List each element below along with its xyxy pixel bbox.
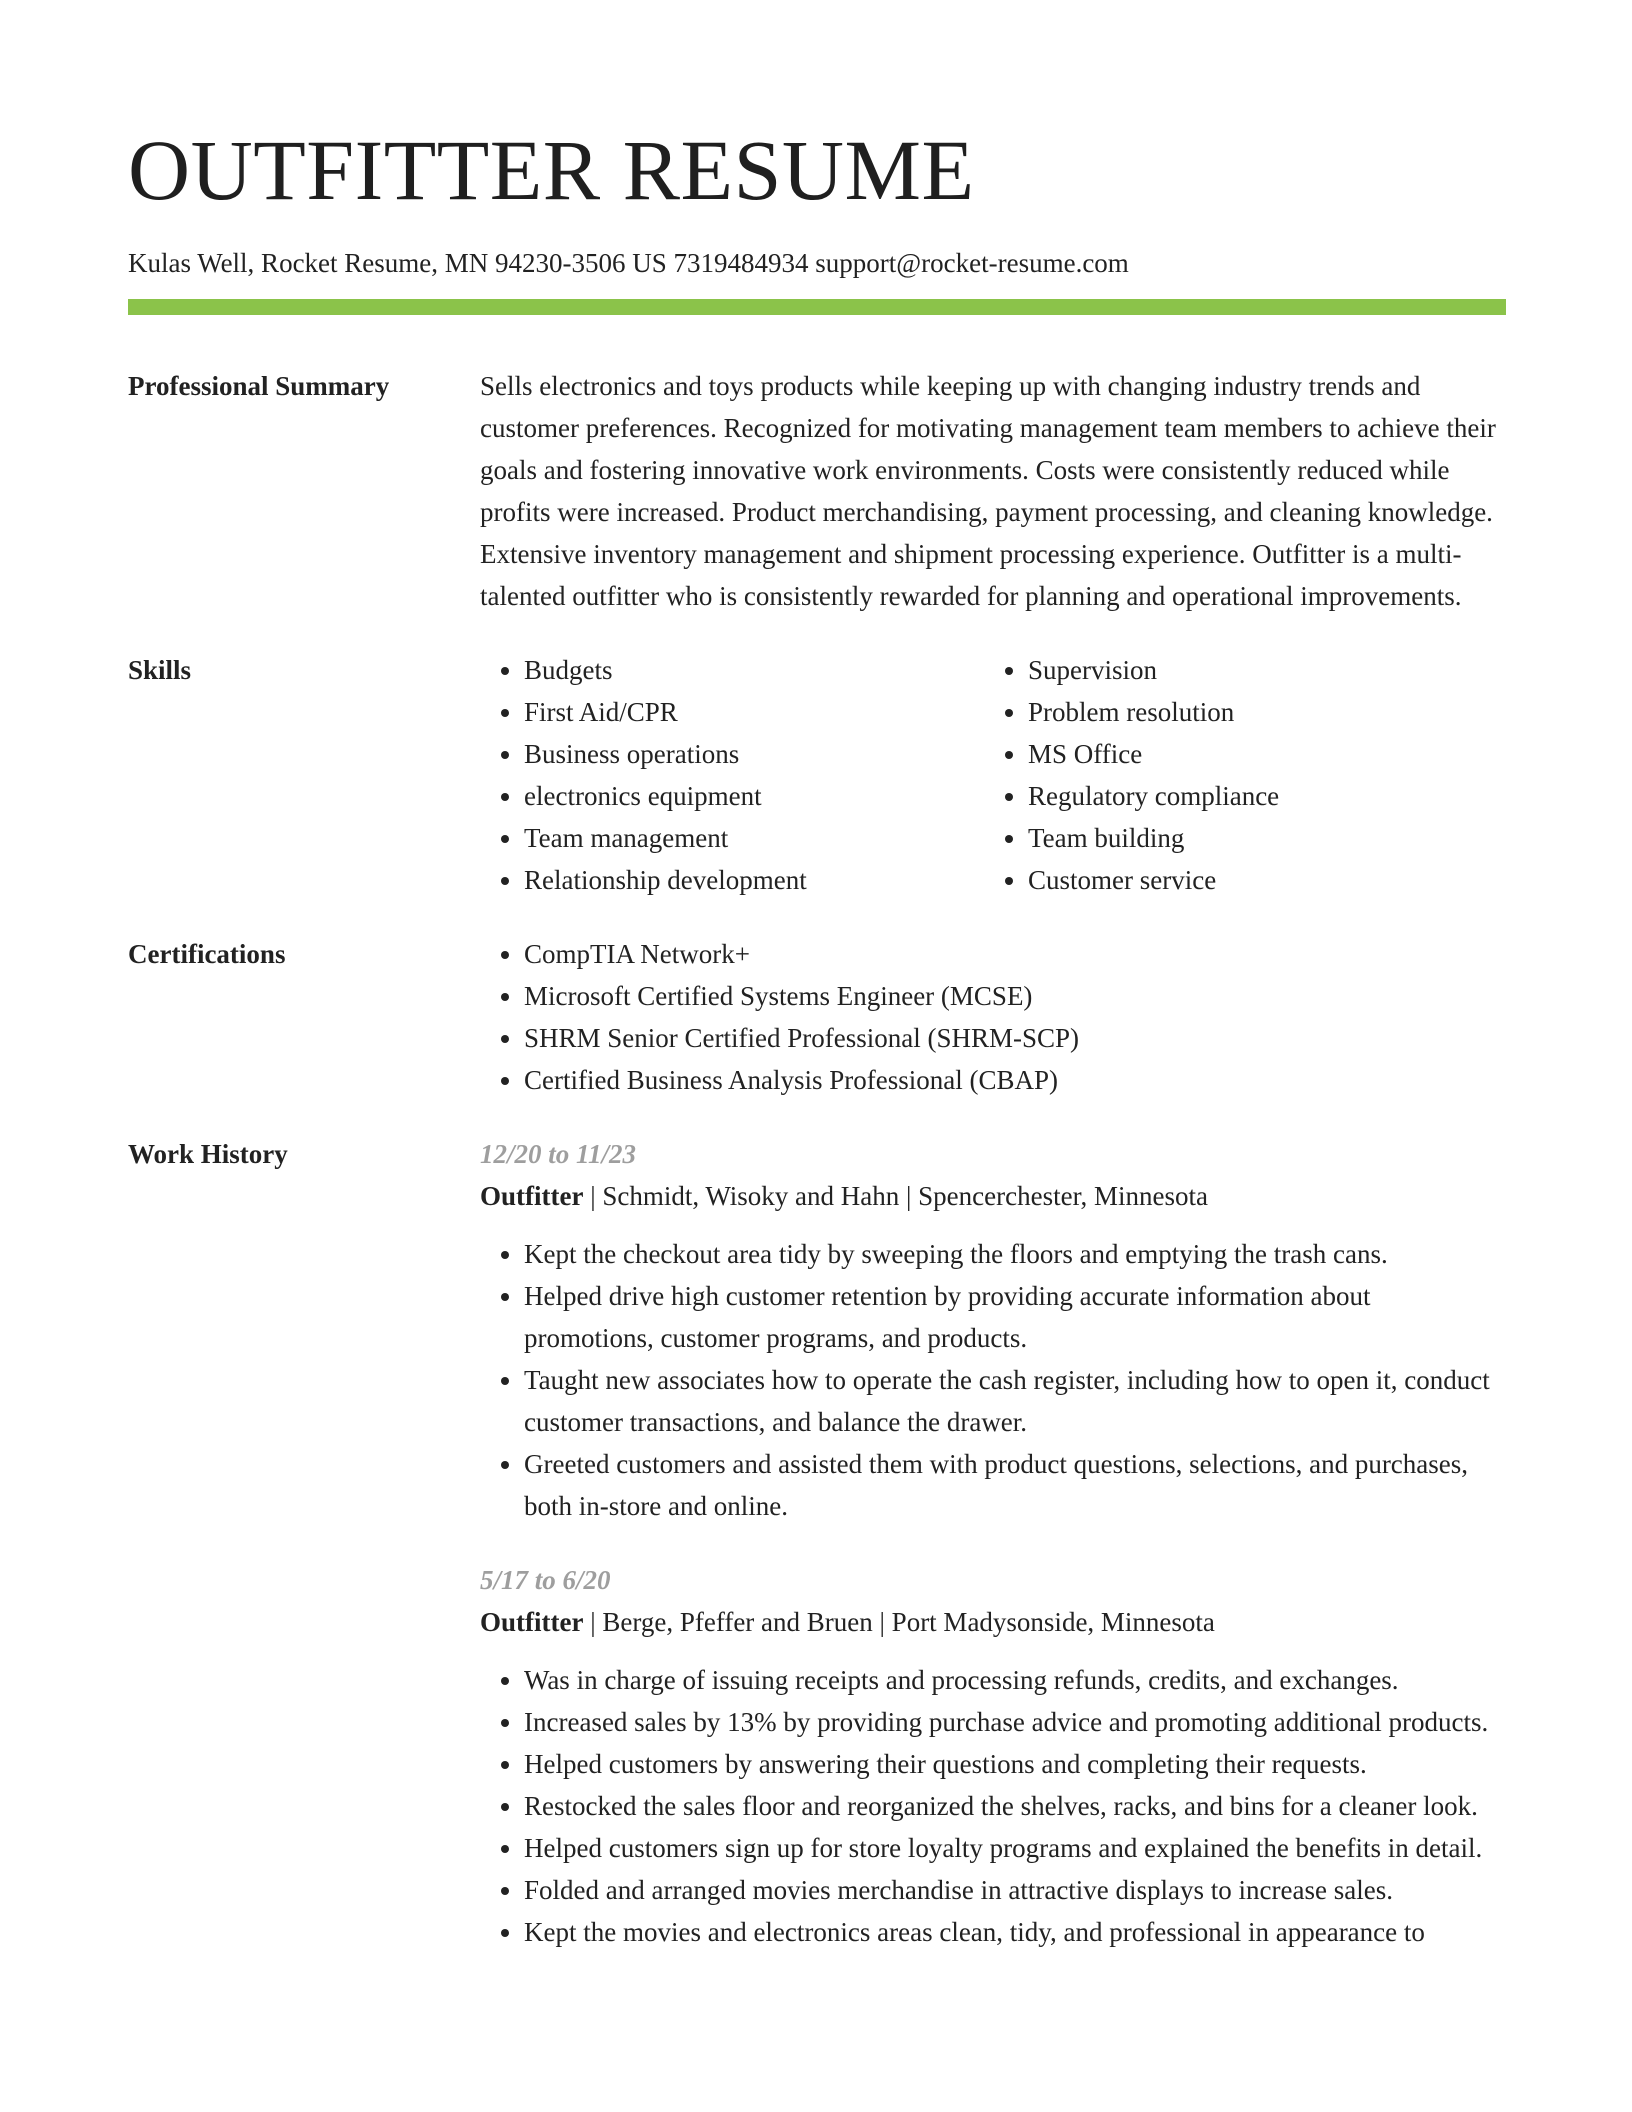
section-work-history (128, 1133, 1506, 1953)
skill-item: • Regulatory compliance (1028, 775, 1488, 817)
accent-divider (128, 299, 1506, 315)
job-bullet: • Folded and arranged movies merchandise in attractive displays to increase sales. (524, 1869, 1506, 1911)
job-bullet: • Greeted customers and assisted them with product questions, selections, and purchases, both in-store and online. (524, 1443, 1506, 1527)
section-body (480, 933, 1506, 1101)
section-body (480, 649, 1506, 901)
certification-list (480, 933, 1506, 1101)
resume-page (128, 0, 1506, 1953)
job-title: Outfitter (480, 1607, 584, 1637)
section-label: Skills (128, 655, 192, 685)
skill-item: • Customer service (1028, 859, 1488, 901)
section-label: Work History (128, 1139, 288, 1169)
job-bullet: • Kept the checkout area tidy by sweeping the floors and emptying the trash cans. (524, 1233, 1506, 1275)
job-entry (480, 1559, 1506, 1953)
job-bullet: • Increased sales by 13% by providing purchase advice and promoting additional products. (524, 1701, 1506, 1743)
job-entry (480, 1133, 1506, 1527)
skill-item: • First Aid/CPR (524, 691, 984, 733)
job-details: | Schmidt, Wisoky and Hahn | Spencerchester, Minnesota (583, 1181, 1208, 1211)
job-details: | Berge, Pfeffer and Bruen | Port Madysonside, Minnesota (583, 1607, 1215, 1637)
job-title: Outfitter (480, 1181, 584, 1211)
skill-item: • MS Office (1028, 733, 1488, 775)
job-bullet: • Helped drive high customer retention by providing accurate information about promotions, customer programs, and products. (524, 1275, 1506, 1359)
job-bullet-list (480, 1233, 1506, 1527)
job-bullet: • Was in charge of issuing receipts and processing refunds, credits, and exchanges. (524, 1659, 1506, 1701)
certification-item: • Certified Business Analysis Professional (CBAP) (524, 1059, 1506, 1101)
certification-item: • SHRM Senior Certified Professional (SHRM-SCP) (524, 1017, 1506, 1059)
section-body (480, 1133, 1506, 1953)
skill-item: • Problem resolution (1028, 691, 1488, 733)
skills-grid (480, 649, 1506, 901)
skill-item: • Business operations (524, 733, 984, 775)
resume-title: OUTFITTER RESUME (128, 122, 975, 218)
job-title-line (480, 1175, 1506, 1217)
section-body (480, 365, 1506, 617)
job-title-line (480, 1601, 1506, 1643)
skill-item: • Supervision (1028, 649, 1488, 691)
section-certifications (128, 933, 1506, 1101)
section-professional-summary (128, 365, 1506, 617)
skill-item: • Relationship development (524, 859, 984, 901)
certification-item: • Microsoft Certified Systems Engineer (MCSE) (524, 975, 1506, 1017)
job-bullet: • Taught new associates how to operate the cash register, including how to open it, conduct customer transactions, and balance the drawer. (524, 1359, 1506, 1443)
skills-column-2 (984, 649, 1488, 901)
summary-text: Sells electronics and toys products while keeping up with changing industry trends and customer preferences. Recognized for motivating management team members to achieve their goals and fostering innovative work environments. Costs were consistently reduced while profits were increased. Product merchandising, payment processing, and cleaning knowledge. Extensive inventory management and shipment processing experience. Outfitter is a multi-talented outfitter who is consistently rewarded for planning and operational improvements. (480, 371, 1496, 611)
job-bullet: • Kept the movies and electronics areas clean, tidy, and professional in appearance to (524, 1911, 1506, 1953)
job-bullet: • Helped customers sign up for store loyalty programs and explained the benefits in detail. (524, 1827, 1506, 1869)
section-skills (128, 649, 1506, 901)
job-dates: 5/17 to 6/20 (480, 1565, 611, 1595)
job-dates: 12/20 to 11/23 (480, 1139, 637, 1169)
job-bullet: • Restocked the sales floor and reorganized the shelves, racks, and bins for a cleaner look. (524, 1785, 1506, 1827)
certification-item: • CompTIA Network+ (524, 933, 1506, 975)
skill-item: • Budgets (524, 649, 984, 691)
skill-item: • Team building (1028, 817, 1488, 859)
section-label: Certifications (128, 939, 286, 969)
skill-item: • Team management (524, 817, 984, 859)
job-bullet: • Helped customers by answering their questions and completing their requests. (524, 1743, 1506, 1785)
job-bullet-list (480, 1659, 1506, 1953)
skills-column-1 (480, 649, 984, 901)
contact-line: Kulas Well, Rocket Resume, MN 94230-3506 US 7319484934 support@rocket-resume.com (128, 248, 1129, 278)
skill-item: • electronics equipment (524, 775, 984, 817)
section-label: Professional Summary (128, 371, 390, 401)
